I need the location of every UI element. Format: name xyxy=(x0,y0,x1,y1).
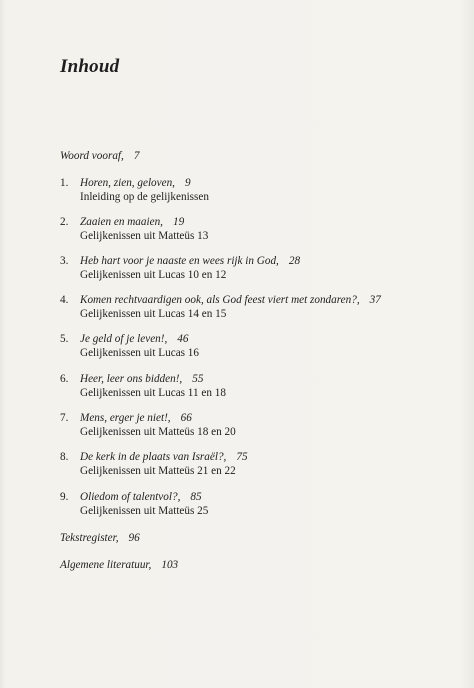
chapter-page: 19 xyxy=(172,216,185,228)
chapter-number: 4. xyxy=(60,294,69,306)
chapter-title: Mens, erger je niet!, xyxy=(80,412,171,424)
chapter-subtitle: Gelijkenissen uit Matteüs 25 xyxy=(80,504,209,517)
toc-entry-page: 96 xyxy=(128,532,140,544)
toc-entry-text-index xyxy=(60,532,140,546)
chapter-number: 2. xyxy=(60,216,69,228)
chapter-number: 7. xyxy=(60,412,69,424)
chapter-page: 85 xyxy=(190,491,202,503)
chapter-title: Heer, leer ons bidden!, xyxy=(80,373,183,385)
chapter-page: 28 xyxy=(288,255,301,267)
chapter-number: 3. xyxy=(60,255,69,267)
chapter-subtitle: Gelijkenissen uit Lucas 10 en 12 xyxy=(80,268,227,281)
chapter-title: Oliedom of talentvol?, xyxy=(80,491,181,503)
toc-entry-label: Tekstregister, xyxy=(60,532,119,544)
toc-entry-literature xyxy=(60,559,178,573)
toc-entry-page: 103 xyxy=(161,559,179,571)
chapter-subtitle: Gelijkenissen uit Matteüs 21 en 22 xyxy=(80,464,236,477)
chapter-title: Komen rechtvaardigen ook, als God feest viert met zondaren?, xyxy=(80,294,360,306)
toc-entry-page: 7 xyxy=(133,150,140,162)
chapter-subtitle: Gelijkenissen uit Lucas 16 xyxy=(80,346,199,359)
chapter-number: 9. xyxy=(60,491,69,503)
chapter-subtitle: Inleiding op de gelijkenissen xyxy=(80,190,209,203)
chapter-page: 9 xyxy=(184,177,191,189)
chapter-title: De kerk in de plaats van Israël?, xyxy=(80,451,227,463)
chapter-page: 66 xyxy=(180,412,192,424)
chapter-number: 1. xyxy=(60,177,69,189)
chapter-page: 46 xyxy=(177,333,189,345)
chapter-subtitle: Gelijkenissen uit Lucas 14 en 15 xyxy=(80,307,227,320)
toc-entry-label: Woord vooraf, xyxy=(60,150,124,162)
chapter-subtitle: Gelijkenissen uit Matteüs 13 xyxy=(80,229,209,242)
toc-entry-foreword xyxy=(60,150,139,164)
chapter-title: Heb hart voor je naaste en wees rijk in God, xyxy=(80,255,279,267)
chapter-number: 5. xyxy=(60,333,69,345)
chapter-number: 6. xyxy=(60,373,69,385)
chapter-page: 75 xyxy=(236,451,248,463)
chapter-title: Horen, zien, geloven, xyxy=(80,177,175,189)
page-title: Inhoud xyxy=(60,56,120,77)
chapter-page: 55 xyxy=(192,373,204,385)
chapter-number: 8. xyxy=(60,451,69,463)
chapter-subtitle: Gelijkenissen uit Matteüs 18 en 20 xyxy=(80,425,236,438)
toc-entry-label: Algemene literatuur, xyxy=(60,559,152,571)
chapter-subtitle: Gelijkenissen uit Lucas 11 en 18 xyxy=(80,386,226,399)
chapter-title: Je geld of je leven!, xyxy=(80,333,168,345)
chapter-page: 37 xyxy=(369,294,381,306)
chapter-title: Zaaien en maaien, xyxy=(80,216,163,228)
